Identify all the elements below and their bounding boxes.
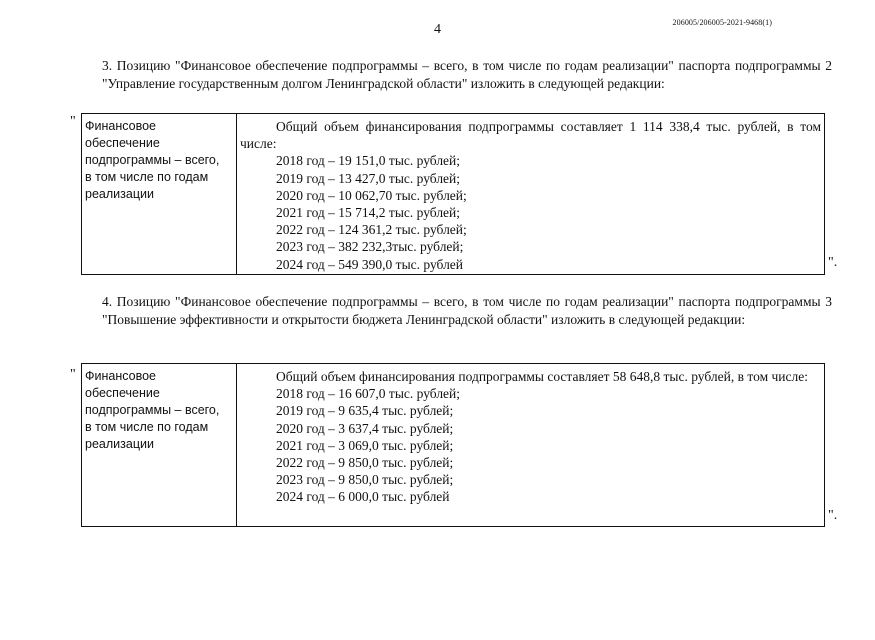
section-4-quote-close: ". bbox=[828, 508, 838, 523]
year-line: 2018 год – 16 607,0 тыс. рублей; bbox=[276, 386, 461, 402]
section-3-intro: Общий объем финансирования подпрограммы составляет 1 114 338,4 тыс. рублей, в том числе: bbox=[240, 119, 821, 152]
section-4-text: 4. Позицию "Финансовое обеспечение подпрограммы – всего, в том числе по годам реализации" паспорта подпрограммы 3 "Повышение эффективности и открытости бюджета Ленинградской области" изложить в следующей редакции: bbox=[102, 294, 832, 327]
page-number: 4 bbox=[434, 22, 441, 37]
section-4-intro: Общий объем финансирования подпрограммы составляет 58 648,8 тыс. рублей, в том числе: bbox=[276, 369, 808, 384]
section-4-label-cell bbox=[82, 364, 237, 526]
year-line: 2022 год – 124 361,2 тыс. рублей; bbox=[276, 222, 467, 238]
year-line: 2024 год – 6 000,0 тыс. рублей bbox=[276, 489, 450, 505]
label-line: в том числе по годам bbox=[85, 420, 209, 434]
section-4-table bbox=[81, 363, 825, 527]
year-line: 2019 год – 9 635,4 тыс. рублей; bbox=[276, 403, 454, 419]
year-line: 2023 год – 9 850,0 тыс. рублей; bbox=[276, 472, 454, 488]
year-line: 2023 год – 382 232,3тыс. рублей; bbox=[276, 239, 464, 255]
section-3-table bbox=[81, 113, 825, 275]
section-3-paragraph bbox=[66, 57, 832, 93]
section-4-quote-open: " bbox=[70, 367, 76, 382]
year-line: 2022 год – 9 850,0 тыс. рублей; bbox=[276, 455, 454, 471]
section-3-quote-open: " bbox=[70, 114, 76, 129]
label-line: реализации bbox=[85, 437, 154, 451]
section-4-paragraph bbox=[66, 293, 832, 329]
label-line: обеспечение bbox=[85, 386, 160, 400]
label-line: обеспечение bbox=[85, 136, 160, 150]
year-line: 2024 год – 549 390,0 тыс. рублей bbox=[276, 256, 464, 272]
section-3-text: 3. Позицию "Финансовое обеспечение подпрограммы – всего, в том числе по годам реализации" паспорта подпрограммы 2 "Управление государственным долгом Ленинградской области" изложить в следующей редакции: bbox=[102, 58, 832, 91]
label-line: в том числе по годам bbox=[85, 170, 209, 184]
year-line: 2021 год – 15 714,2 тыс. рублей; bbox=[276, 205, 461, 221]
label-line: Финансовое bbox=[85, 119, 156, 133]
section-3-label-cell bbox=[82, 114, 237, 274]
year-line: 2019 год – 13 427,0 тыс. рублей; bbox=[276, 170, 461, 186]
section-3-quote-close: ". bbox=[828, 255, 838, 270]
document-code: 206005/206005-2021-9468(1) bbox=[672, 18, 772, 27]
section-4-value-cell bbox=[237, 364, 824, 526]
label-line: реализации bbox=[85, 187, 154, 201]
label-line: Финансовое bbox=[85, 369, 156, 383]
year-line: 2018 год – 19 151,0 тыс. рублей; bbox=[276, 153, 461, 169]
year-line: 2020 год – 3 637,4 тыс. рублей; bbox=[276, 420, 454, 436]
label-line: подпрограммы – всего, bbox=[85, 153, 220, 167]
year-line: 2021 год – 3 069,0 тыс. рублей; bbox=[276, 437, 454, 453]
section-3-value-cell bbox=[237, 114, 824, 274]
year-line: 2020 год – 10 062,70 тыс. рублей; bbox=[276, 187, 467, 203]
label-line: подпрограммы – всего, bbox=[85, 403, 220, 417]
